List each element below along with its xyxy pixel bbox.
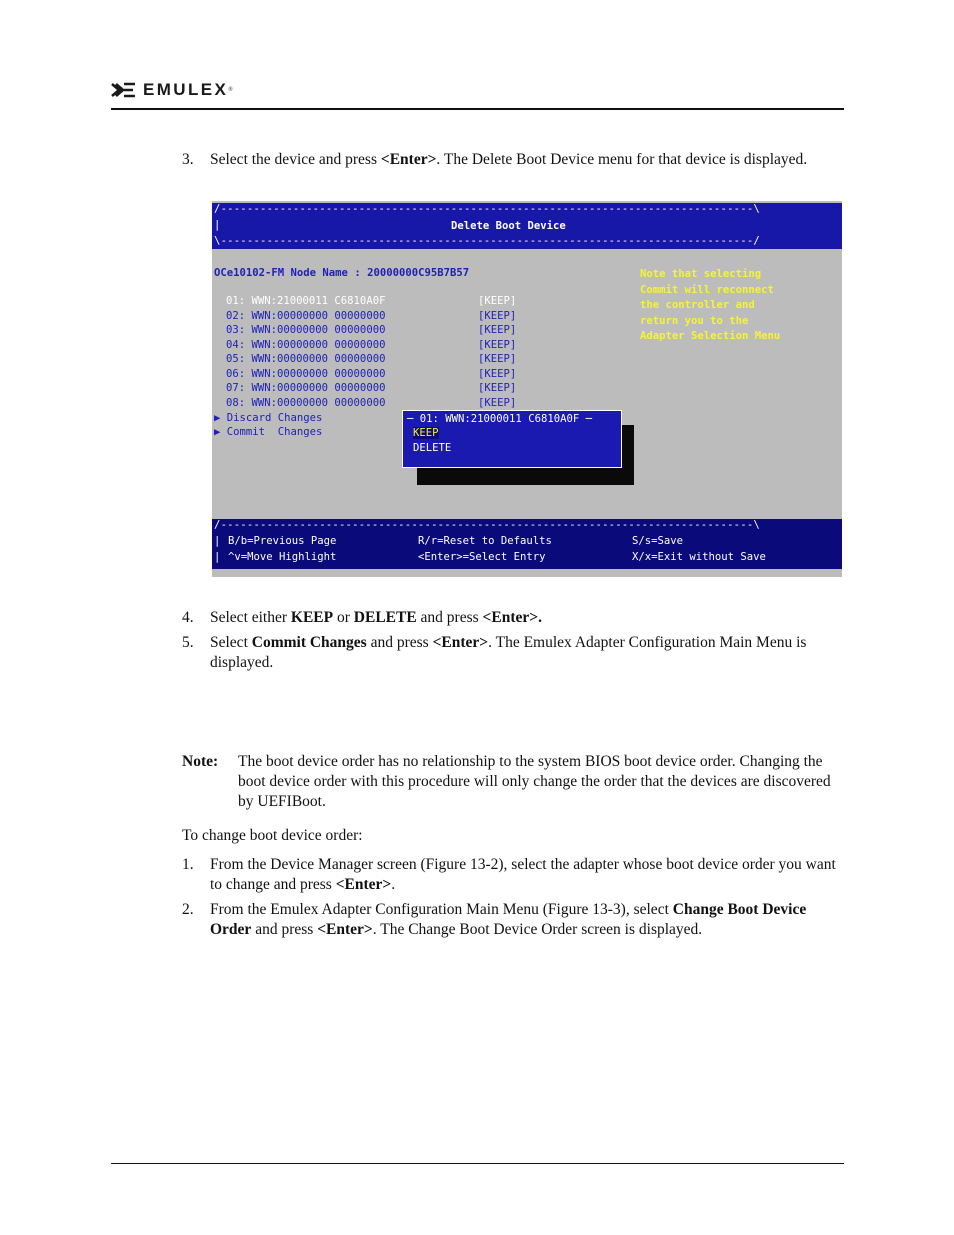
footer-key-reset: R/r=Reset to Defaults <box>418 535 552 547</box>
step-4 <box>0 608 954 628</box>
delete-boot-device-screenshot <box>212 201 842 577</box>
bios-node-name: OCe10102-FM Node Name : 20000000C95B7B57 <box>214 267 470 279</box>
footer-key-move-highlight: ^v=Move Highlight <box>228 551 337 563</box>
device-row[interactable]: 04: WWN:00000000 00000000 <box>226 339 386 351</box>
intro-text: To change boot device order: <box>182 827 363 844</box>
step-text: Select the device and press <Enter>. The Delete Boot Device menu for that device is displayed. <box>210 151 808 168</box>
discard-changes-item[interactable]: ▶ Discard Changes <box>214 412 323 424</box>
bios-title-bottom-border: \---------------------------------------------------------------------------------/ <box>214 235 760 247</box>
step-number: 1. <box>182 856 194 873</box>
step-2 <box>0 900 954 960</box>
bios-note: Note that selecting Commit will reconnect the controller and return you to the Adapter Selection Menu <box>640 268 781 343</box>
device-row[interactable]: 01: WWN:21000011 C6810A0F <box>226 295 386 307</box>
footer-key-select-entry: <Enter>=Select Entry <box>418 551 546 563</box>
bios-top-border: /---------------------------------------------------------------------------------\ <box>214 203 760 215</box>
device-state[interactable]: [KEEP] <box>478 324 517 336</box>
step-text: From the Emulex Adapter Configuration Main Menu (Figure 13-3), select Change Boot Device Order and press <Enter>. The Change Boot Device Order screen is displayed. <box>210 901 807 938</box>
step-text: Select Commit Changes and press <Enter>. The Emulex Adapter Configuration Main Menu is displayed. <box>210 634 807 671</box>
device-state[interactable]: [KEEP] <box>478 368 517 380</box>
device-state[interactable]: [KEEP] <box>478 397 517 409</box>
step-number: 4. <box>182 609 194 626</box>
step-number: 3. <box>182 151 194 168</box>
bios-title: Delete Boot Device <box>451 220 566 232</box>
footer-rule <box>111 1163 844 1164</box>
bios-border-pipe: | <box>214 219 221 231</box>
device-row[interactable]: 06: WWN:00000000 00000000 <box>226 368 386 380</box>
step-text: From the Device Manager screen (Figure 13-2), select the adapter whose boot device order you want to change and press <Enter>. <box>210 856 836 893</box>
commit-changes-item[interactable]: ▶ Commit Changes <box>214 426 323 438</box>
footer-key-previous-page: B/b=Previous Page <box>228 535 337 547</box>
footer-key-exit: X/x=Exit without Save <box>632 551 766 563</box>
bios-footer-pipe: | <box>214 535 221 547</box>
device-state[interactable]: [KEEP] <box>478 353 517 365</box>
note-text: The boot device order has no relationship to the system BIOS boot device order. Changing the boot device order with this procedure will only change the order that the devices are discovered by UEFIBoot. <box>238 753 831 810</box>
device-state[interactable]: [KEEP] <box>478 382 517 394</box>
keep-delete-popup <box>402 410 622 468</box>
popup-option-keep[interactable]: KEEP <box>413 427 439 439</box>
step-3 <box>0 150 954 190</box>
step-text: Select either KEEP or DELETE and press <Enter>. <box>210 609 542 626</box>
device-row[interactable]: 03: WWN:00000000 00000000 <box>226 324 386 336</box>
device-row[interactable]: 05: WWN:00000000 00000000 <box>226 353 386 365</box>
note-label: Note: <box>182 753 219 770</box>
header-rule <box>111 108 844 110</box>
bios-footer-border: /---------------------------------------------------------------------------------\ <box>214 519 760 531</box>
device-state[interactable]: [KEEP] <box>478 339 517 351</box>
device-state[interactable]: [KEEP] <box>478 295 517 307</box>
logo-text: EMULEX <box>143 80 229 99</box>
logo-trademark: ® <box>228 87 233 93</box>
device-row[interactable]: 07: WWN:00000000 00000000 <box>226 382 386 394</box>
emulex-logo <box>111 80 233 100</box>
emulex-mark-icon <box>111 82 137 98</box>
step-number: 2. <box>182 901 194 918</box>
note-block <box>182 752 842 814</box>
popup-title: ─ 01: WWN:21000011 C6810A0F ─ <box>407 413 592 425</box>
step-number: 5. <box>182 634 194 651</box>
device-state[interactable]: [KEEP] <box>478 310 517 322</box>
popup-option-delete[interactable]: DELETE <box>413 442 452 454</box>
device-row[interactable]: 02: WWN:00000000 00000000 <box>226 310 386 322</box>
device-row[interactable]: 08: WWN:00000000 00000000 <box>226 397 386 409</box>
bios-footer-pipe: | <box>214 551 221 563</box>
step-1 <box>0 855 954 895</box>
step-5 <box>0 633 954 673</box>
footer-key-save: S/s=Save <box>632 535 684 547</box>
